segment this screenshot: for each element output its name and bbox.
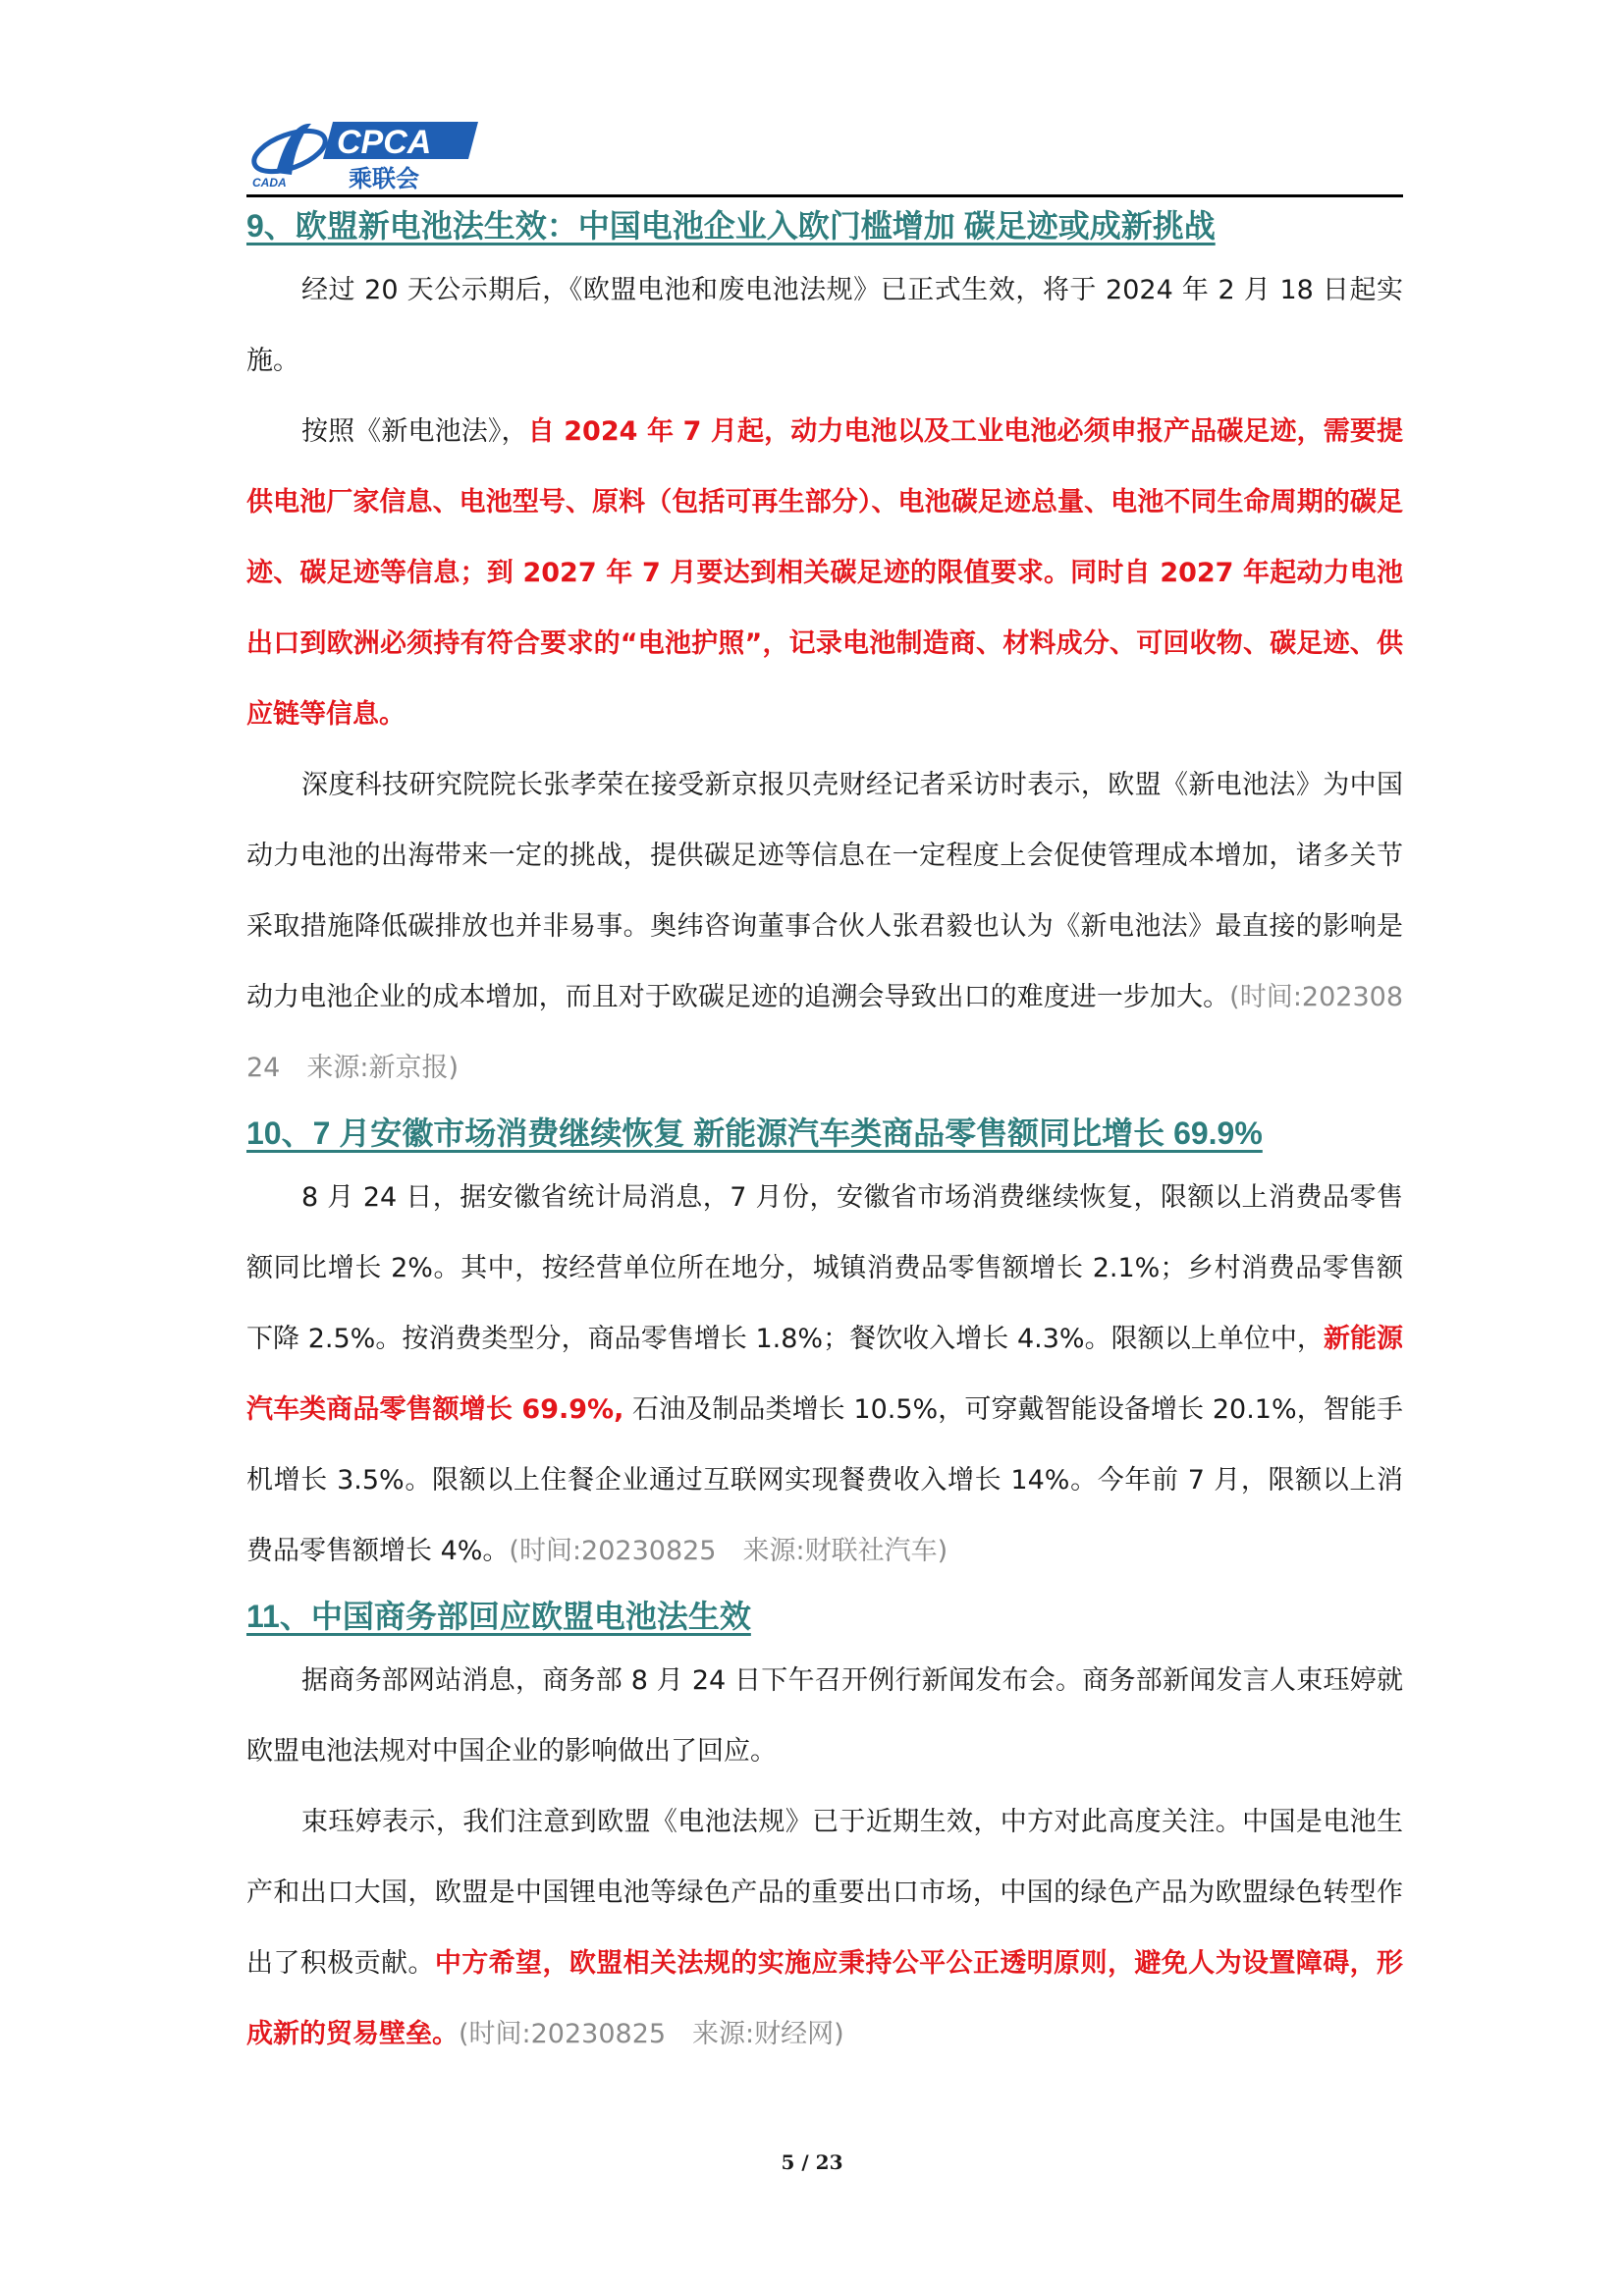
section-title: 11、中国商务部回应欧盟电池法生效 <box>246 1599 751 1634</box>
paragraph <box>246 397 1403 750</box>
page-number: 5 / 23 <box>781 2150 843 2174</box>
logo-text: CPCA <box>337 124 432 161</box>
cpca-logo <box>246 112 482 190</box>
paragraph <box>246 1646 1403 1787</box>
source-note: (时间:20230825 来源:财经网) <box>459 2019 844 2049</box>
section-heading-row <box>246 1587 1403 1646</box>
section-heading-row <box>246 196 1403 255</box>
emphasis-text: 中方希望，欧盟相关法规的实施应秉持公平公正透明原则，避免人为设置障碍，形成新的贸易壁垒。 <box>246 1948 1404 2049</box>
section-title: 9、欧盟新电池法生效：中国电池企业入欧门槛增加 碳足迹或成新挑战 <box>246 208 1216 244</box>
body-text: 据商务部网站消息，商务部 8 月 24 日下午召开例行新闻发布会。商务部新闻发言人束珏婷就欧盟电池法规对中国企业的影响做出了回应。 <box>246 1665 1403 1767</box>
emphasis-text: 自 2024 年 7 月起，动力电池以及工业电池必须申报产品碳足迹，需要提供电池厂家信息、电池型号、原料（包括可再生部分）、电池碳足迹总量、电池不同生命周期的碳足迹、碳足迹等信息；到 2027 年 7 月要达到相关碳足迹的限值要求。同时自 2027 年起动力电池出口到欧洲必须持有符合要求的“电池护照”，记录电池制造商、材料成分、可回收物、碳足迹、供应链等信息。 <box>246 416 1403 730</box>
body-text: 按照《新电池法》， <box>301 416 528 447</box>
paragraph <box>246 1787 1403 2070</box>
body-text: 经过 20 天公示期后，《欧盟电池和废电池法规》已正式生效，将于 2024 年 2 月 18 日起实施。 <box>246 275 1403 376</box>
section-title: 10、7 月安徽市场消费继续恢复 新能源汽车类商品零售额同比增长 69.9% <box>246 1115 1263 1151</box>
body-text: 深度科技研究院院长张孝荣在接受新京报贝壳财经记者采访时表示，欧盟《新电池法》为中国动力电池的出海带来一定的挑战，提供碳足迹等信息在一定程度上会促使管理成本增加，诸多关节采取措施降低碳排放也并非易事。奥纬咨询董事合伙人张君毅也认为《新电池法》最直接的影响是动力电池企业的成本增加，而且对于欧碳足迹的追溯会导致出口的难度进一步加大。 <box>246 770 1403 1012</box>
paragraph <box>246 255 1403 397</box>
page-header <box>246 110 1403 197</box>
paragraph <box>246 750 1403 1104</box>
body-text: 8 月 24 日，据安徽省统计局消息，7 月份，安徽省市场消费继续恢复，限额以上消费品零售额同比增长 2%。其中，按经营单位所在地分，城镇消费品零售额增长 2.1%；乡村消费品零售额下降 2.5%。按消费类型分，商品零售增长 1.8%；餐饮收入增长 4.3%。限额以上单位中， <box>246 1182 1403 1354</box>
logo-mark-text: CADA <box>252 176 287 190</box>
body-text: 束珏婷表示，我们注意到欧盟《电池法规》已于近期生效，中方对此高度关注。中国是电池生产和出口大国，欧盟是中国锂电池等绿色产品的重要出口市场，中国的绿色产品为欧盟绿色转型作出了积极贡献。 <box>246 1807 1403 1979</box>
body-text: 石油及制品类增长 10.5%，可穿戴智能设备增长 20.1%，智能手机增长 3.5%。限额以上住餐企业通过互联网实现餐费收入增长 14%。今年前 7 月，限额以上消费品零售额增长 4%。 <box>246 1394 1404 1566</box>
paragraph <box>246 1163 1403 1587</box>
logo-subtitle: 乘联会 <box>349 165 419 190</box>
emphasis-text: 新能源汽车类商品零售额增长 69.9%, <box>246 1324 1404 1425</box>
section-heading-row <box>246 1104 1403 1163</box>
source-note: (时间:20230824 来源:新京报) <box>246 982 1403 1083</box>
source-note: (时间:20230825 来源:财联社汽车) <box>509 1536 948 1566</box>
article-body <box>246 196 1403 2070</box>
